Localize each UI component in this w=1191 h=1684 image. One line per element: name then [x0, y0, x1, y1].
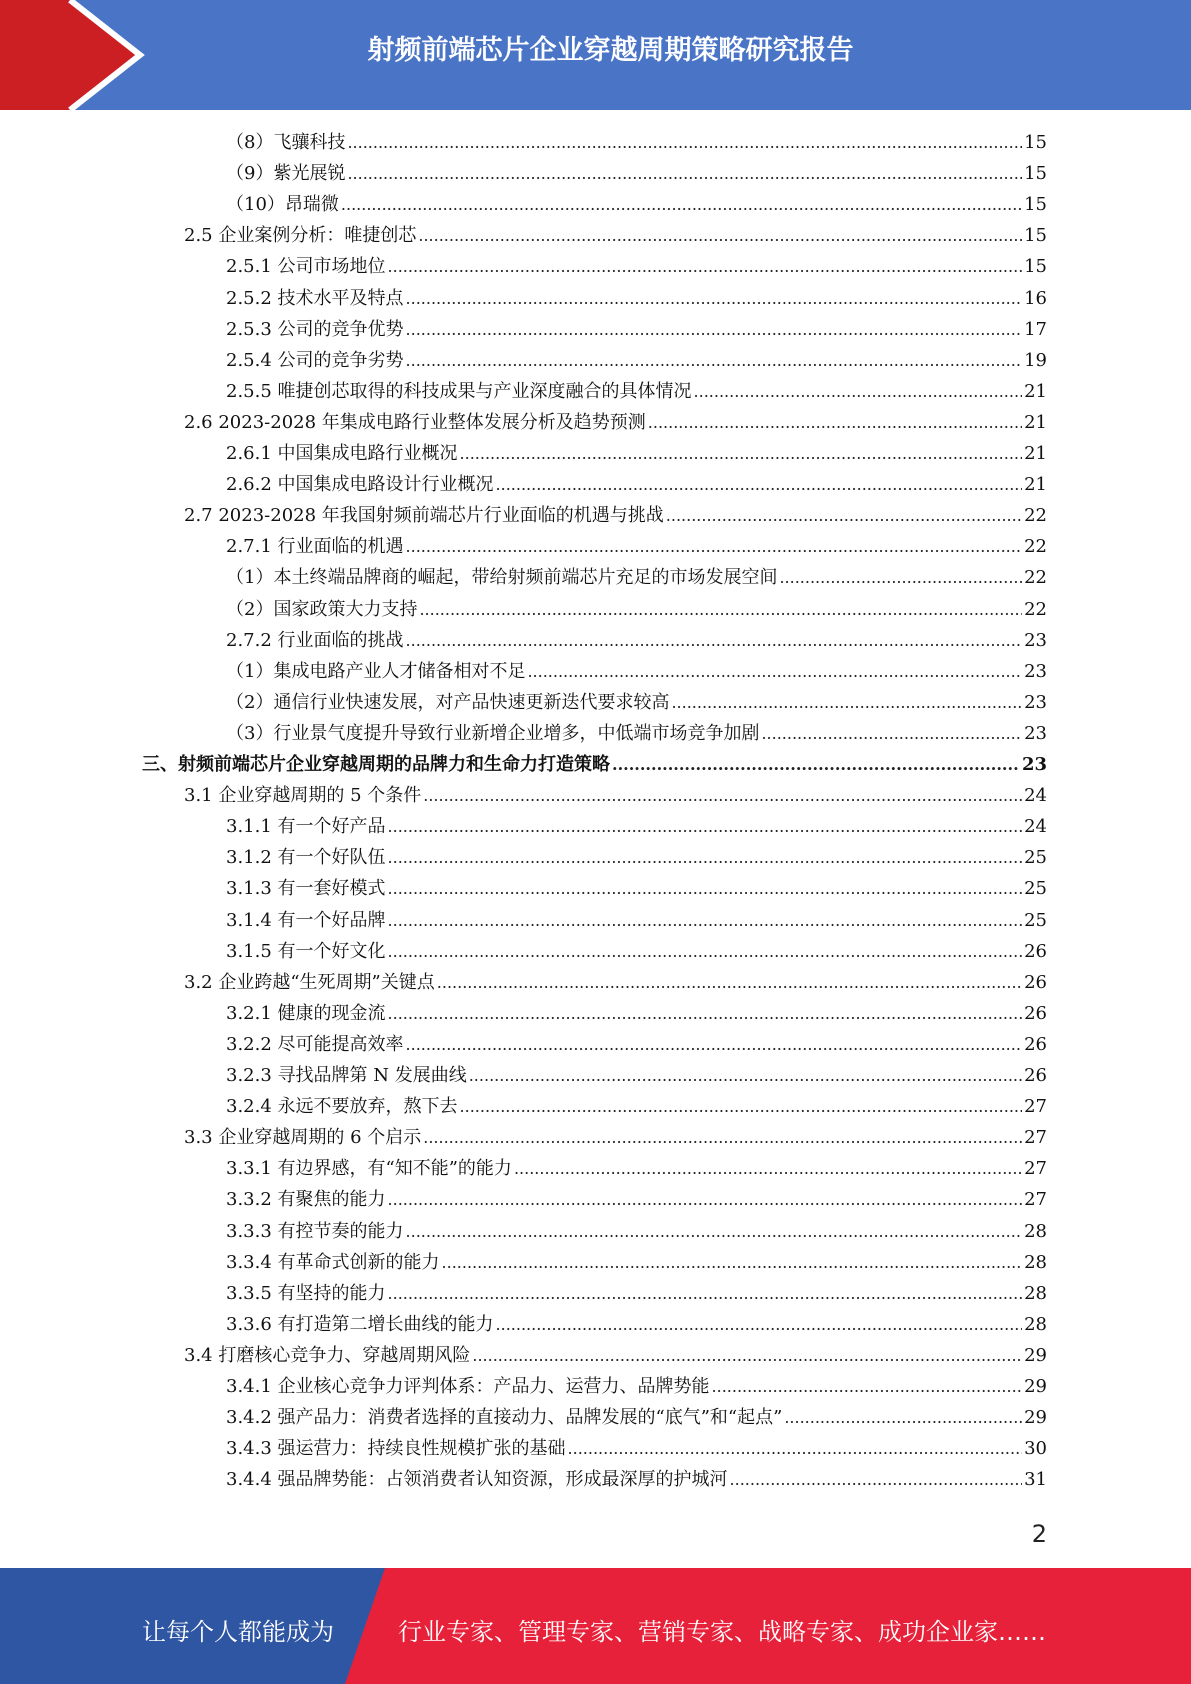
toc-entry-page: 16 [1024, 288, 1047, 309]
toc-leader-dots [388, 811, 1023, 842]
toc-entry-title: 2.5.2 技术水平及特点 [226, 288, 404, 309]
toc-entry-page: 28 [1024, 1252, 1047, 1273]
toc-entry-page: 15 [1024, 256, 1047, 277]
toc-entry[interactable] [226, 158, 1047, 189]
toc-leader-dots [671, 687, 1022, 718]
toc-leader-dots [406, 345, 1023, 376]
toc-entry-page: 26 [1024, 941, 1047, 962]
toc-entry-title: 3.4.1 企业核心竞争力评判体系：产品力、运营力、品牌势能 [226, 1376, 710, 1397]
toc-leader-dots [347, 127, 1022, 158]
toc-entry-title: 2.6 2023-2028 年集成电路行业整体发展分析及趋势预测 [184, 412, 646, 433]
toc-entry-title: 3.3.4 有革命式创新的能力 [226, 1252, 440, 1273]
toc-entry[interactable] [184, 407, 1047, 438]
toc-leader-dots [527, 656, 1022, 687]
footer-slogan-right: 行业专家、管理专家、营销专家、战略专家、成功企业家…… [398, 1618, 1046, 1646]
toc-entry-title: 3.2.2 尽可能提高效率 [226, 1034, 404, 1055]
toc-leader-dots [388, 998, 1023, 1029]
toc-leader-dots [469, 1060, 1022, 1091]
toc-entry[interactable] [226, 1247, 1047, 1278]
toc-entry-title: 3.1.1 有一个好产品 [226, 816, 386, 837]
toc-entry[interactable] [226, 562, 1047, 593]
footer-slogan-left: 让每个人都能成为 [142, 1618, 334, 1646]
toc-entry[interactable] [184, 500, 1047, 531]
toc-entry-page: 23 [1024, 661, 1047, 682]
toc-entry-title: 3.4.4 强品牌势能：占领消费者认知资源，形成最深厚的护城河 [226, 1469, 728, 1490]
toc-entry-title: 3.3.1 有边界感，有“知不能”的能力 [226, 1158, 512, 1179]
toc-entry-title: 2.6.1 中国集成电路行业概况 [226, 443, 458, 464]
toc-entry-page: 23 [1024, 692, 1047, 713]
toc-leader-dots [730, 1464, 1023, 1495]
toc-leader-dots [648, 407, 1022, 438]
toc-entry-title: 2.5.1 公司市场地位 [226, 256, 386, 277]
toc-leader-dots [779, 562, 1022, 593]
toc-entry-page: 21 [1024, 412, 1047, 433]
toc-entry-title: （2）通信行业快速发展，对产品快速更新迭代要求较高 [226, 692, 670, 713]
toc-leader-dots [460, 1091, 1023, 1122]
toc-entry-page: 17 [1024, 319, 1047, 340]
toc-entry-page: 15 [1024, 163, 1047, 184]
toc-entry-title: 3.3.3 有控节奏的能力 [226, 1221, 404, 1242]
toc-entry-title: 3.3.5 有坚持的能力 [226, 1283, 386, 1304]
toc-entry-page: 15 [1024, 225, 1047, 246]
toc-entry[interactable] [226, 1216, 1047, 1247]
toc-entry[interactable] [226, 1402, 1047, 1433]
toc-entry-page: 26 [1024, 1065, 1047, 1086]
toc-entry-page: 19 [1024, 350, 1047, 371]
toc-entry[interactable] [226, 656, 1047, 687]
toc-entry[interactable] [226, 469, 1047, 500]
toc-leader-dots [423, 1122, 1022, 1153]
toc-entry-page: 21 [1024, 443, 1047, 464]
toc-entry[interactable] [226, 905, 1047, 936]
toc-entry-title: 3.1.3 有一套好模式 [226, 878, 386, 899]
report-title: 射频前端芯片企业穿越周期策略研究报告 [367, 35, 854, 66]
toc-entry-page: 25 [1024, 910, 1047, 931]
toc-entry-title: 2.7.1 行业面临的机遇 [226, 536, 404, 557]
toc-leader-dots [419, 594, 1022, 625]
toc-entry[interactable] [184, 1340, 1047, 1371]
toc-entry[interactable] [184, 967, 1047, 998]
toc-entry[interactable] [226, 1309, 1047, 1340]
toc-leader-dots [406, 283, 1023, 314]
toc-entry[interactable] [142, 749, 1047, 780]
toc-entry-page: 25 [1024, 878, 1047, 899]
toc-entry-page: 15 [1024, 132, 1047, 153]
toc-leader-dots [388, 1278, 1023, 1309]
toc-entry-page: 22 [1024, 567, 1047, 588]
toc-entry[interactable] [226, 842, 1047, 873]
toc-entry-title: 2.6.2 中国集成电路设计行业概况 [226, 474, 494, 495]
toc-entry-page: 27 [1024, 1158, 1047, 1179]
toc-leader-dots [388, 1184, 1023, 1215]
toc-entry[interactable] [226, 1153, 1047, 1184]
toc-entry-title: 3.1.4 有一个好品牌 [226, 910, 386, 931]
toc-entry[interactable] [184, 1122, 1047, 1153]
toc-entry-page: 24 [1024, 816, 1047, 837]
toc-entry-page: 26 [1024, 1034, 1047, 1055]
page-number: 2 [1031, 1520, 1047, 1548]
toc-entry-title: 2.7.2 行业面临的挑战 [226, 630, 404, 651]
toc-entry-title: 2.5.3 公司的竞争优势 [226, 319, 404, 340]
toc-entry-title: 3.1.2 有一个好队伍 [226, 847, 386, 868]
toc-entry[interactable] [226, 251, 1047, 282]
toc-entry[interactable] [226, 936, 1047, 967]
toc-entry-page: 29 [1024, 1407, 1047, 1428]
toc-entry-page: 23 [1024, 630, 1047, 651]
page-header [0, 0, 1191, 110]
toc-leader-dots [406, 625, 1023, 656]
toc-entry[interactable] [226, 1029, 1047, 1060]
toc-leader-dots [406, 1029, 1023, 1060]
toc-entry-title: 3.3.6 有打造第二增长曲线的能力 [226, 1314, 494, 1335]
toc-leader-dots [388, 842, 1023, 873]
toc-entry[interactable] [226, 345, 1047, 376]
toc-entry-title: 2.5 企业案例分析：唯捷创芯 [184, 225, 417, 246]
toc-entry-title: 3.4.3 强运营力：持续良性规模扩张的基础 [226, 1438, 566, 1459]
toc-entry[interactable] [226, 189, 1047, 220]
toc-entry[interactable] [226, 687, 1047, 718]
toc-entry-title: 2.7 2023-2028 年我国射频前端芯片行业面临的机遇与挑战 [184, 505, 664, 526]
toc-leader-dots [666, 500, 1022, 531]
toc-leader-dots [347, 158, 1022, 189]
toc-entry[interactable] [226, 127, 1047, 158]
toc-entry[interactable] [184, 780, 1047, 811]
toc-entry[interactable] [226, 998, 1047, 1029]
toc-entry[interactable] [226, 1371, 1047, 1402]
toc-entry-page: 22 [1024, 536, 1047, 557]
toc-entry-page: 22 [1024, 505, 1047, 526]
toc-entry[interactable] [226, 1278, 1047, 1309]
toc-entry-page: 28 [1024, 1314, 1047, 1335]
toc-entry[interactable] [226, 718, 1047, 749]
toc-entry-title: 3.1.5 有一个好文化 [226, 941, 386, 962]
toc-entry-title: 3.3.2 有聚焦的能力 [226, 1189, 386, 1210]
toc-leader-dots [784, 1402, 1022, 1433]
toc-entry-title: 3.2.4 永远不要放弃，熬下去 [226, 1096, 458, 1117]
toc-leader-dots [388, 905, 1023, 936]
toc-entry[interactable] [226, 1060, 1047, 1091]
toc-entry-title: （1）集成电路产业人才储备相对不足 [226, 661, 526, 682]
toc-leader-dots [514, 1153, 1022, 1184]
toc-entry-title: 3.2.1 健康的现金流 [226, 1003, 386, 1024]
toc-entry[interactable] [226, 531, 1047, 562]
toc-entry-title: 3.4 打磨核心竞争力、穿越周期风险 [184, 1345, 471, 1366]
toc-entry[interactable] [226, 594, 1047, 625]
toc-leader-dots [442, 1247, 1023, 1278]
toc-leader-dots [761, 718, 1022, 749]
toc-entry[interactable] [226, 438, 1047, 469]
toc-leader-dots [423, 780, 1022, 811]
toc-entry[interactable] [226, 1184, 1047, 1215]
toc-entry[interactable] [226, 1464, 1047, 1495]
toc-entry-page: 30 [1024, 1438, 1047, 1459]
toc-entry[interactable] [226, 811, 1047, 842]
toc-entry-title: 3.4.2 强产品力：消费者选择的直接动力、品牌发展的“底气”和“起点” [226, 1407, 783, 1428]
toc-entry-title: 3.3 企业穿越周期的 6 个启示 [184, 1127, 422, 1148]
toc-entry-title: （1）本土终端品牌商的崛起，带给射频前端芯片充足的市场发展空间 [226, 567, 778, 588]
toc-entry-title: 3.1 企业穿越周期的 5 个条件 [184, 785, 422, 806]
toc-leader-dots [496, 469, 1023, 500]
toc-entry[interactable] [226, 376, 1047, 407]
toc-entry-title: （8）飞骧科技 [226, 132, 346, 153]
toc-leader-dots [388, 873, 1023, 904]
toc-leader-dots [406, 1216, 1023, 1247]
toc-entry-page: 28 [1024, 1221, 1047, 1242]
toc-leader-dots [341, 189, 1022, 220]
toc-entry-title: （10）昂瑞微 [226, 194, 339, 215]
toc-entry-page: 26 [1024, 1003, 1047, 1024]
toc-entry-page: 21 [1024, 381, 1047, 402]
toc-leader-dots [612, 749, 1020, 780]
toc-entry-title: 三、射频前端芯片企业穿越周期的品牌力和生命力打造策略 [142, 754, 610, 775]
toc-leader-dots [388, 251, 1023, 282]
toc-entry-page: 15 [1024, 194, 1047, 215]
toc-entry-page: 23 [1024, 723, 1047, 744]
toc-entry-page: 24 [1024, 785, 1047, 806]
toc-entry-page: 21 [1024, 474, 1047, 495]
toc-leader-dots [712, 1371, 1023, 1402]
toc-entry-title: 3.2 企业跨越“生死周期”关键点 [184, 972, 435, 993]
toc-entry-page: 31 [1024, 1469, 1047, 1490]
toc-leader-dots [406, 314, 1023, 345]
toc-leader-dots [694, 376, 1023, 407]
toc-entry-title: 2.5.4 公司的竞争劣势 [226, 350, 404, 371]
toc-entry[interactable] [226, 1433, 1047, 1464]
toc-leader-dots [568, 1433, 1023, 1464]
toc-entry[interactable] [184, 220, 1047, 251]
toc-leader-dots [406, 531, 1023, 562]
toc-entry[interactable] [226, 625, 1047, 656]
toc-entry[interactable] [226, 283, 1047, 314]
toc-entry-page: 28 [1024, 1283, 1047, 1304]
toc-entry-page: 23 [1021, 754, 1047, 775]
toc-entry[interactable] [226, 1091, 1047, 1122]
toc-leader-dots [472, 1340, 1022, 1371]
page-footer [0, 1568, 1191, 1684]
toc-entry-page: 27 [1024, 1189, 1047, 1210]
toc-leader-dots [388, 936, 1023, 967]
toc-entry-title: 2.5.5 唯捷创芯取得的科技成果与产业深度融合的具体情况 [226, 381, 692, 402]
toc-entry-title: （3）行业景气度提升导致行业新增企业增多，中低端市场竞争加剧 [226, 723, 760, 744]
toc-leader-dots [496, 1309, 1023, 1340]
toc-entry[interactable] [226, 873, 1047, 904]
toc-entry-page: 25 [1024, 847, 1047, 868]
toc-entry-page: 27 [1024, 1127, 1047, 1148]
toc-entry-title: （2）国家政策大力支持 [226, 599, 418, 620]
toc-entry-page: 29 [1024, 1376, 1047, 1397]
toc-entry-page: 22 [1024, 599, 1047, 620]
toc-leader-dots [460, 438, 1023, 469]
toc-entry-page: 27 [1024, 1096, 1047, 1117]
toc-leader-dots [437, 967, 1022, 998]
toc-entry-page: 26 [1024, 972, 1047, 993]
toc-leader-dots [418, 220, 1022, 251]
toc-entry-page: 29 [1024, 1345, 1047, 1366]
toc-entry-title: 3.2.3 寻找品牌第 N 发展曲线 [226, 1065, 467, 1086]
toc-entry-title: （9）紫光展锐 [226, 163, 346, 184]
toc-entry[interactable] [226, 314, 1047, 345]
